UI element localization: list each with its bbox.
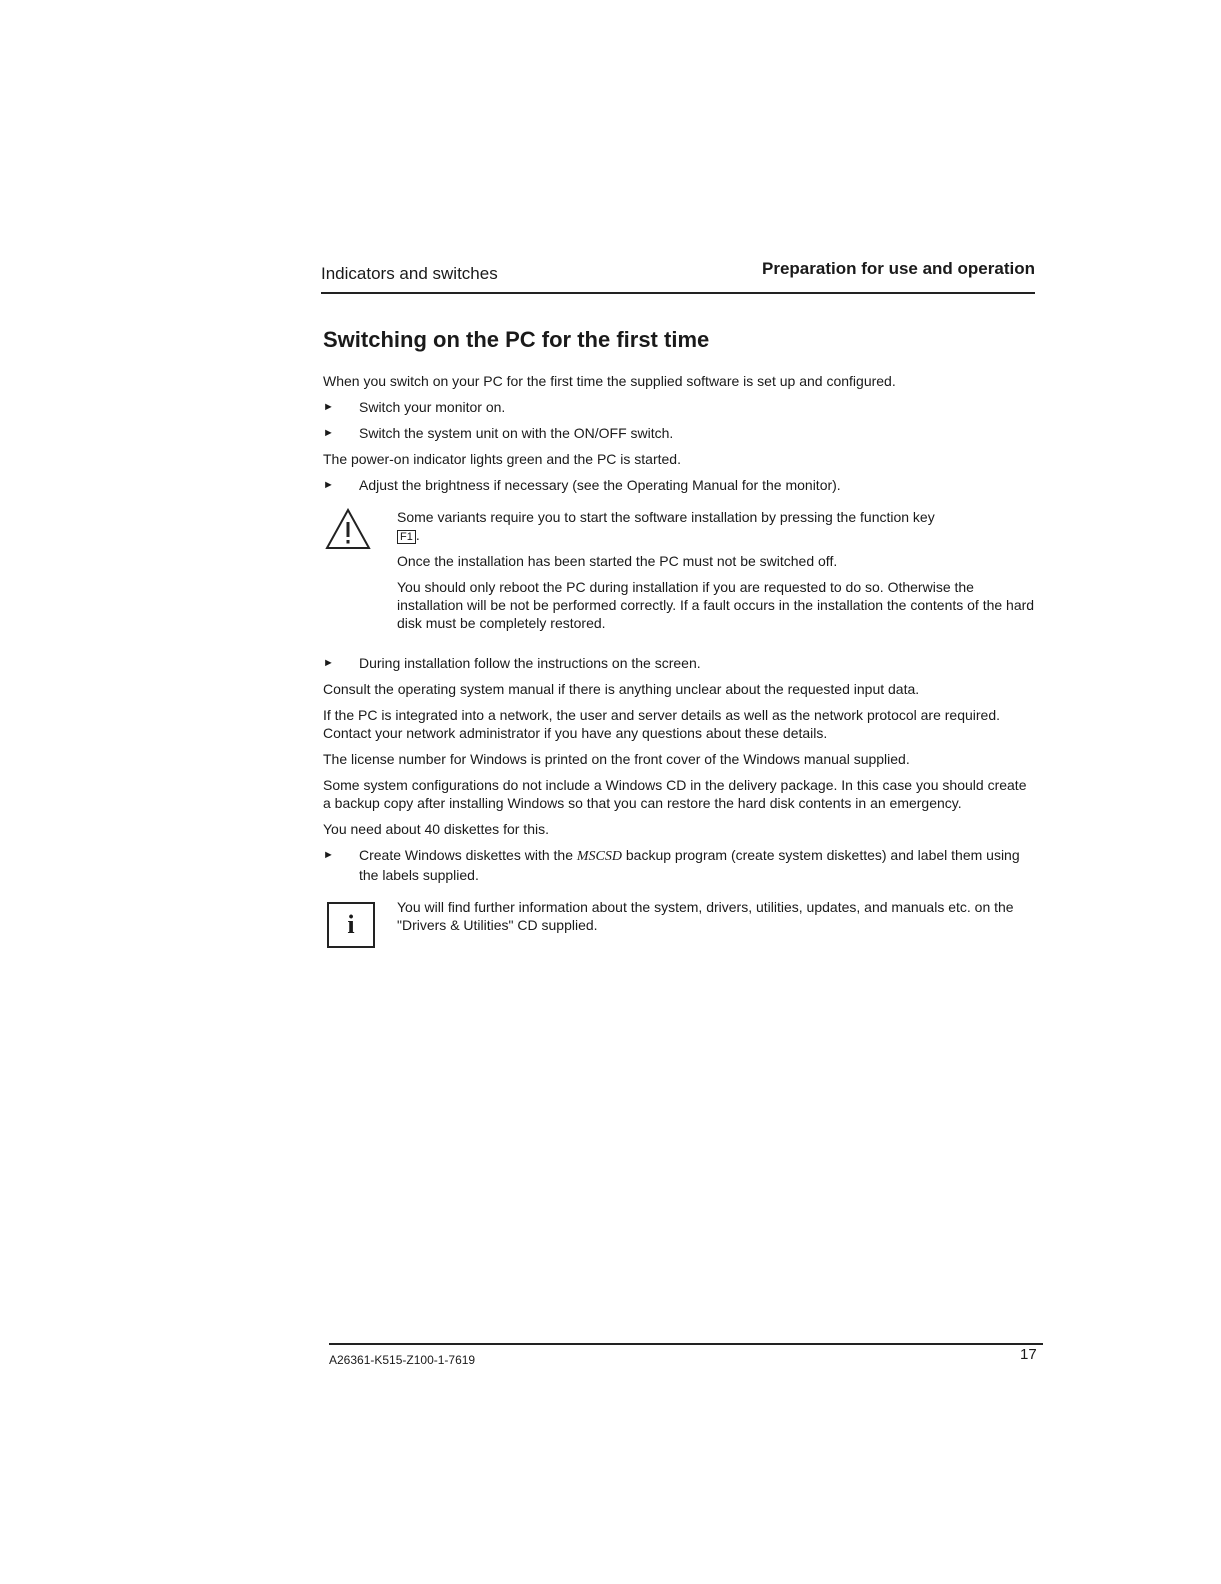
step-item [323,398,1035,416]
step-text: Adjust the brightness if necessary (see the Operating Manual for the monitor). [359,477,841,493]
bullet-arrow-icon: ► [323,479,334,491]
body-paragraph: The license number for Windows is printed on the front cover of the Windows manual supplied. [323,751,910,767]
page-header [321,258,1035,294]
step-text [359,847,1020,883]
step-item [323,424,1035,442]
warning-line-1: Some variants require you to start the software installation by pressing the function key [397,509,935,525]
info-icon: i [327,902,375,948]
page-number: 17 [1020,1346,1037,1363]
footer-rule [329,1343,1043,1345]
footer-doc-number: A26361-K515-Z100-1-7619 [329,1353,476,1367]
bullet-arrow-icon: ► [323,849,334,861]
step-text-after: backup program (create system diskettes) and label them using the labels supplied. [359,847,1020,883]
bullet-arrow-icon: ► [323,427,334,439]
body-paragraph: You need about 40 diskettes for this. [323,821,549,837]
header-chapter: Preparation for use and operation [762,259,1035,278]
header-section: Indicators and switches [321,264,498,283]
warning-text-3: You should only reboot the PC during installation if you are requested to do so. Otherwise the installation will be not be performed correctly. If a fault occurs in the installation the contents of the hard disk must be completely restored. [397,579,1035,631]
page-content [323,326,1035,956]
step-item [323,476,1035,494]
bullet-arrow-icon: ► [323,657,334,669]
step-text: During installation follow the instructions on the screen. [359,655,701,671]
body-paragraph: Some system configurations do not include a Windows CD in the delivery package. In this case you should create a backup copy after installing Windows so that you can restore the hard disk contents in an emergency. [323,777,1027,811]
bullet-arrow-icon: ► [323,401,334,413]
info-notice [323,898,1035,939]
f1-key: F1 [397,530,416,544]
program-name: MSCSD [576,849,622,864]
key-suffix: . [415,527,420,543]
step-item [323,654,1035,672]
step-text: Switch your monitor on. [359,399,506,415]
step-item [323,846,1035,884]
page-title: Switching on the PC for the first time [323,327,710,352]
warning-text-2: Once the installation has been started the PC must not be switched off. [397,553,838,569]
step-text: Switch the system unit on with the ON/OFF switch. [359,425,674,441]
power-paragraph: The power-on indicator lights green and the PC is started. [323,451,681,467]
warning-text-1 [397,508,1035,544]
intro-paragraph: When you switch on your PC for the first time the supplied software is set up and configured. [323,373,896,389]
body-paragraph: Consult the operating system manual if there is anything unclear about the requested input data. [323,681,920,697]
warning-notice [323,508,1035,632]
warning-triangle-icon [325,508,371,550]
info-text: You will find further information about the system, drivers, utilities, updates, and manuals etc. on the "Drivers & Utilities" CD supplied. [397,899,1014,933]
step-text-before: Create Windows diskettes with the [359,847,577,863]
body-paragraph: If the PC is integrated into a network, the user and server details as well as the network protocol are required. Contact your network administrator if you have any questions about these details. [323,707,1001,741]
